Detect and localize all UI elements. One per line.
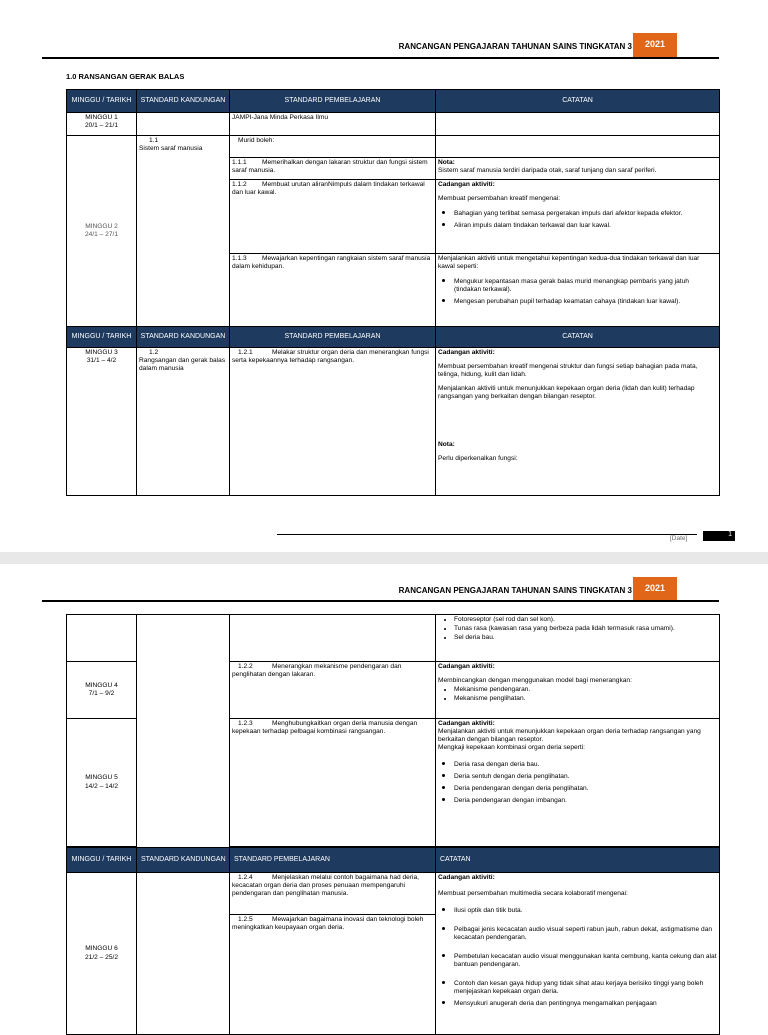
sk-1-2-cell [137, 348, 230, 496]
catatan-empty-cell-2 [436, 136, 720, 158]
minggu-5-date: 14/2 – 14/2 [85, 782, 118, 790]
list-item: • Mensyukuri anugerah deria dan pentingnya mengamalkan penjagaan [454, 997, 717, 1008]
sp-1-1-3-code: 1.1.3 [232, 255, 247, 262]
header-standard-pembelajaran-2: STANDARD PEMBELAJARAN [230, 327, 436, 348]
catatan-empty-cell [436, 113, 720, 136]
minggu-1-cell [67, 113, 137, 136]
list-item: • Contoh dan kesan gaya hidup yang tidak sihat atau kerjaya berisiko tinggi yang boleh menjejaskan kepekaan organ deria. [454, 977, 717, 996]
minggu-2-label: MINGGU 2 [85, 222, 118, 230]
header-standard-pembelajaran-3: STANDARD PEMBELAJARAN [230, 848, 436, 873]
minggu-2-cell [67, 136, 137, 327]
minggu-6-cell [67, 873, 137, 1035]
sp-1-2-5-cell [230, 915, 436, 1035]
cadangan-label: Cadangan aktiviti: [438, 349, 495, 356]
minggu-3-label: MINGGU 3 [85, 349, 118, 356]
cadangan-label: Cadangan aktiviti: [438, 663, 495, 670]
list-item: • Pembetulan kecacatan audio visual menggunakan kanta cembung, kanta cekung dan alat bantuan pendengaran. [454, 950, 717, 969]
cadangan-label: Cadangan aktiviti: [438, 720, 495, 727]
sk-empty-cell [137, 113, 230, 136]
sp-1-2-3-cell [230, 719, 436, 847]
catatan-intro: Menjalankan aktiviti untuk mengetahui kepentingan kedua-dua tindakan terkawal dan luar kawal seperti: [438, 255, 700, 271]
list-item: • Bahagian yang terlibat semasa pergerakan impuls dari afektor kepada efektor. [454, 207, 717, 218]
sk-1-1-text: Sistem saraf manusia [139, 145, 203, 153]
page1-year-badge: 2021 [633, 33, 677, 57]
minggu-1-label: MINGGU 1 [85, 114, 118, 121]
page2-header-title: RANCANGAN PENGAJARAN TAHUNAN SAINS TINGKATAN 3 [398, 586, 632, 595]
sp-1-2-1-text: Melakar struktur organ deria dan menerangkan fungsi serta kepekaannya terhadap rangsangan. [232, 349, 429, 365]
catatan-1-2-4-cell [436, 873, 720, 1035]
sp-1-1-2-code: 1.1.2 [232, 181, 247, 188]
sk-1-2-text: Rangsangan dan gerak balas dalam manusia [139, 357, 226, 373]
list-item: • Mengesan perubahan pupil terhadap keamatan cahaya (tindakan luar kawal). [454, 295, 717, 306]
catatan-continued-cell [436, 615, 720, 662]
minggu-6-date: 21/2 – 25/2 [85, 953, 118, 961]
murid-boleh-cell [230, 136, 436, 158]
list-item: • Sel deria bau. [454, 634, 717, 642]
page2-header-rule [42, 600, 719, 602]
cadangan-intro-2: Mengkaji kepekaan kombinasi organ deria seperti: [438, 744, 585, 752]
murid-boleh-text: Murid boleh: [238, 137, 275, 144]
page1-header-title: RANCANGAN PENGAJARAN TAHUNAN SAINS TINGKATAN 3 [398, 42, 632, 51]
minggu-6-label: MINGGU 6 [85, 945, 118, 953]
cadangan-paragraph: Membuat persembahan kreatif mengenai struktur dan fungsi setiap bahagian pada mata, telinga, hidung, kulit dan lidah. [438, 363, 698, 379]
nota-label: Nota: [438, 441, 455, 449]
sp-1-2-5-text: Mewajarkan bagaimana inovasi dan teknologi boleh meningkatkan keupayaan organ deria. [232, 916, 424, 932]
header-standard-kandungan-3: STANDARD KANDUNGAN [137, 848, 230, 873]
minggu-1-date: 20/1 – 21/1 [85, 122, 118, 130]
date-placeholder: [Date] [670, 535, 688, 542]
nota-text: Perlu diperkenalkan fungsi: [438, 455, 518, 463]
cadangan-intro: Membincangkan dengan menggunakan model bagi menerangkan: [438, 677, 632, 685]
minggu-3-date: 31/1 – 4/2 [86, 357, 117, 365]
catatan-1-1-1-cell [436, 158, 720, 180]
cadangan-label: Cadangan aktiviti: [438, 874, 495, 881]
cadangan-intro: Menjalankan aktiviti untuk menunjukkan kepekaan organ deria terhadap rangsangan yang berkaitan dengan bilangan reseptor. [438, 728, 701, 744]
header-minggu-2: MINGGU / TARIKH [67, 327, 137, 348]
minggu-4-date: 7/1 – 9/2 [88, 690, 115, 697]
sp-1-1-2-cell [230, 180, 436, 254]
minggu-4-cell [67, 662, 137, 719]
list-item: • Mengukur kepantasan masa gerak balas murid menangkap pembaris yang jatuh (tindakan terkawal). [454, 275, 717, 294]
sk-empty-cell-2 [137, 873, 230, 1035]
sp-1-1-3-cell [230, 254, 436, 327]
sp-1-2-4-cell [230, 873, 436, 915]
list-item: • Aliran impuls dalam tindakan terkawal dan luar kawal. [454, 219, 717, 230]
page1-footer-rule [277, 534, 697, 535]
section-title: 1.0 RANSANGAN GERAK BALAS [66, 72, 185, 81]
sp-1-2-3-code: 1.2.3 [238, 720, 253, 727]
sk-1-2-code: 1.2 [149, 349, 159, 356]
cadangan-label: Cadangan aktiviti: [438, 181, 495, 188]
list-item: • Deria pendengaran dengan imbangan. [454, 794, 717, 805]
sp-1-2-1-code: 1.2.1 [238, 349, 253, 356]
jampi-cell: JAMPI-Jana Minda Perkasa Ilmu [230, 113, 436, 136]
list-item: • Mekanisme penglihatan. [454, 695, 717, 703]
sp-1-2-2-text: Menerangkan mekanisme pendengaran dan penglihatan dengan lakaran. [232, 663, 402, 679]
page-gap [0, 552, 768, 564]
header-minggu-3: MINGGU / TARIKH [67, 848, 137, 873]
sp-1-1-1-code: 1.1.1 [232, 159, 247, 166]
sp-1-1-2-text: Membuat urutan aliranNimpuls dalam tindakan terkawal dan luar kawal. [232, 181, 425, 197]
sp-1-1-3-text: Mewajarkan kepentingan rangkaian sistem saraf manusia dalam kehidupan. [232, 255, 431, 271]
list-item: • Tunas rasa (kawasan rasa yang berbeza pada lidah termasuk rasa umami). [454, 625, 717, 633]
list-item: • Fotoreseptor (sel rod dan sel kon). [454, 616, 717, 624]
catatan-1-1-2-cell [436, 180, 720, 254]
page2-year-badge: 2021 [633, 577, 677, 601]
sp-1-2-1-cell [230, 348, 436, 496]
page2-table [66, 614, 720, 1035]
nota-text: Sistem saraf manusia terdiri daripada otak, saraf tunjang dan saraf periferi. [438, 167, 657, 175]
page1-header-rule [42, 57, 719, 59]
header-standard-pembelajaran: STANDARD PEMBELAJARAN [230, 90, 436, 113]
cadangan-intro: Membuat persembahan kreatif mengenai: [438, 195, 561, 203]
catatan-1-2-2-cell [436, 662, 720, 719]
page-number: 1 [703, 531, 735, 541]
sp-1-1-1-cell [230, 158, 436, 180]
catatan-1-2-1-cell [436, 348, 720, 496]
minggu-5-label: MINGGU 5 [85, 774, 118, 782]
list-item: • Deria rasa dengan deria bau. [454, 758, 717, 769]
list-item: • Ilusi optik dan titik buta. [454, 904, 717, 915]
minggu-3-cell [67, 348, 137, 496]
page1-table [66, 89, 720, 496]
sp-1-1-1-text: Memerihalkan dengan lakaran struktur dan fungsi sistem saraf manusia. [232, 159, 428, 175]
sp-1-2-4-code: 1.2.4 [238, 874, 253, 881]
header-catatan-2: CATATAN [436, 327, 720, 348]
nota-label: Nota: [438, 159, 455, 166]
sp-1-2-4-text: Menjelaskan melalui contoh bagaimana had deria, kecacatan organ deria dan proses penuaan mempengaruhi pendengaran dan penglihatan manusia. [232, 874, 419, 898]
minggu-2-date: 24/1 – 27/1 [85, 231, 118, 238]
sp-empty-cell [230, 615, 436, 662]
sk-continued-cell [137, 615, 230, 848]
list-item: • Deria pendengaran dengan deria penglihatan. [454, 782, 717, 793]
list-item: • Pelbagai jenis kecacatan audio visual seperti rabun jauh, rabun dekat, astigmatisme dan kecacatan pendengaran. [454, 923, 717, 942]
list-item: • Mekanisme pendengaran. [454, 686, 717, 694]
catatan-1-1-3-cell [436, 254, 720, 327]
header-catatan-3: CATATAN [436, 848, 720, 873]
minggu-4-label: MINGGU 4 [85, 681, 118, 689]
list-item: • Deria sentuh dengan deria penglihatan. [454, 770, 717, 781]
sp-1-2-2-cell [230, 662, 436, 719]
cadangan-intro: Membuat persembahan multimedia secara kolaboratif mengenai: [438, 890, 628, 898]
sp-1-2-3-text: Menghubungkaitkan organ deria manusia dengan kepekaan terhadap pelbagai kombinasi rangsangan. [232, 720, 418, 736]
header-standard-kandungan: STANDARD KANDUNGAN [137, 90, 230, 113]
minggu-5-cell [67, 719, 137, 847]
header-standard-kandungan-2: STANDARD KANDUNGAN [137, 327, 230, 348]
sp-1-2-5-code: 1.2.5 [238, 916, 253, 923]
header-catatan: CATATAN [436, 90, 720, 113]
cadangan-paragraph: Menjalankan aktiviti untuk menunjukkan kepekaan organ deria (lidah dan kulit) terhadap rangsangan yang berkaitan dengan bilangan reseptor. [438, 385, 695, 401]
header-minggu: MINGGU / TARIKH [67, 90, 137, 113]
sk-1-1-code: 1.1 [149, 137, 159, 144]
sp-1-2-2-code: 1.2.2 [238, 663, 253, 670]
catatan-1-2-3-cell [436, 719, 720, 847]
sk-1-1-cell [137, 136, 230, 327]
minggu-empty-cell [67, 615, 137, 662]
